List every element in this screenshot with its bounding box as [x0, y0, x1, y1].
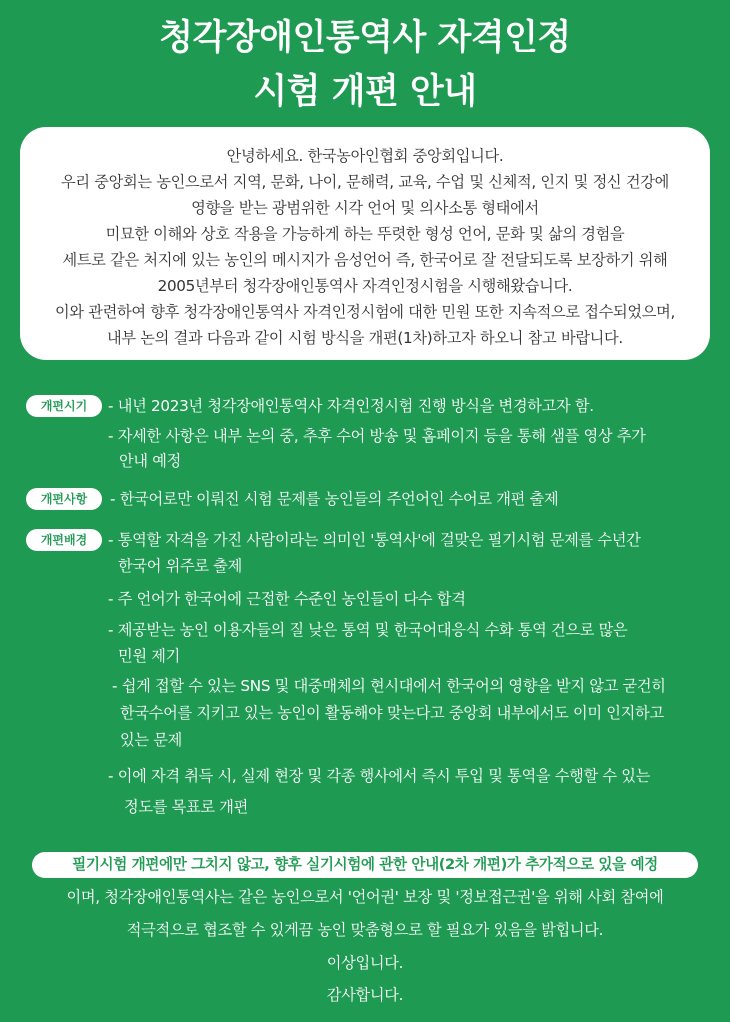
timing-item: - 자세한 사항은 내부 논의 중, 추후 수어 방송 및 홈페이지 등을 통해 샘플 영상 추가 [108, 427, 646, 445]
background-item: - 이에 자격 취득 시, 실제 현장 및 각종 행사에서 즉시 투입 및 통역을 수행할 수 있는 [108, 767, 651, 785]
details-item: - 한국어로만 이뤄진 시험 문제를 농인들의 주언어인 수어로 개편 출제 [110, 490, 559, 508]
background-item: - 쉽게 접할 수 있는 SNS 및 대중매체의 현시대에서 한국어의 영향을 받지 않고 굳건히 [112, 677, 666, 695]
page-title-line-1: 청각장애인통역사 자격인정 [159, 18, 571, 58]
background-item: 한국수어를 지키고 있는 농인이 활동해야 맞는다고 중앙회 내부에서도 이미 인지하고 [120, 704, 664, 722]
closing-line: 감사합니다. [326, 986, 404, 1004]
background-item: - 통역할 자격을 가진 사람이라는 의미인 '통역사'에 걸맞은 필기시험 문제를 수년간 [108, 531, 641, 549]
background-item: 민원 제기 [118, 647, 181, 665]
background-tag: 개편배경 [26, 529, 102, 551]
intro-line: 안녕하세요. 한국농아인협회 중앙회입니다. [226, 147, 504, 165]
background-item: - 제공받는 농인 이용자들의 질 낮은 통역 및 한국어대응식 수화 통역 건으로 많은 [108, 621, 628, 639]
intro-line: 우리 중앙회는 농인으로서 지역, 문화, 나이, 문해력, 교육, 수업 및 신체적, 인지 및 정신 건강에 [61, 173, 669, 191]
background-item: 한국어 위주로 출제 [118, 557, 243, 575]
page-title-line-2: 시험 개편 안내 [253, 72, 477, 112]
background-item: - 주 언어가 한국어에 근접한 수준인 농인들이 다수 합격 [108, 590, 466, 608]
background-item: 있는 문제 [120, 731, 183, 749]
intro-line: 영향을 받는 광범위한 시각 언어 및 의사소통 형태에서 [191, 199, 539, 217]
background-item: 정도를 목표로 개편 [124, 798, 249, 816]
intro-line: 세트로 같은 처지에 있는 농인의 메시지가 음성언어 즉, 한국어로 잘 전달되도록 보장하기 위해 [62, 251, 668, 269]
intro-line: 2005년부터 청각장애인통역사 자격인정시험을 시행해왔습니다. [157, 277, 573, 295]
intro-line: 미묘한 이해와 상호 작용을 가능하게 하는 뚜렷한 형성 언어, 문화 및 삶의 경험을 [105, 225, 625, 243]
intro-line: 내부 논의 결과 다음과 같이 시험 방식을 개편(1차)하고자 하오니 참고 바랍니다. [107, 329, 623, 347]
note-line: 적극적으로 협조할 수 있게끔 농인 맞춤형으로 할 필요가 있음을 밝힙니다. [126, 921, 604, 939]
timing-item: 안내 예정 [119, 452, 182, 470]
details-tag: 개편사항 [26, 488, 102, 510]
intro-card [20, 127, 710, 360]
timing-item: - 내년 2023년 청각장애인통역사 자격인정시험 진행 방식을 변경하고자 함. [108, 397, 594, 415]
intro-line: 이와 관련하여 향후 청각장애인통역사 자격인정시험에 대한 민원 또한 지속적으로 접수되었으며, [54, 303, 676, 321]
note-highlight: 필기시험 개편에만 그치지 않고, 향후 실기시험에 관한 안내(2차 개편)가 추가적으로 있을 예정 [32, 852, 698, 878]
closing-line: 이상입니다. [326, 954, 404, 972]
note-line: 이며, 청각장애인통역사는 같은 농인으로서 '언어권' 보장 및 '정보접근권'을 위해 사회 참여에 [66, 888, 664, 906]
timing-tag: 개편시기 [26, 395, 102, 417]
